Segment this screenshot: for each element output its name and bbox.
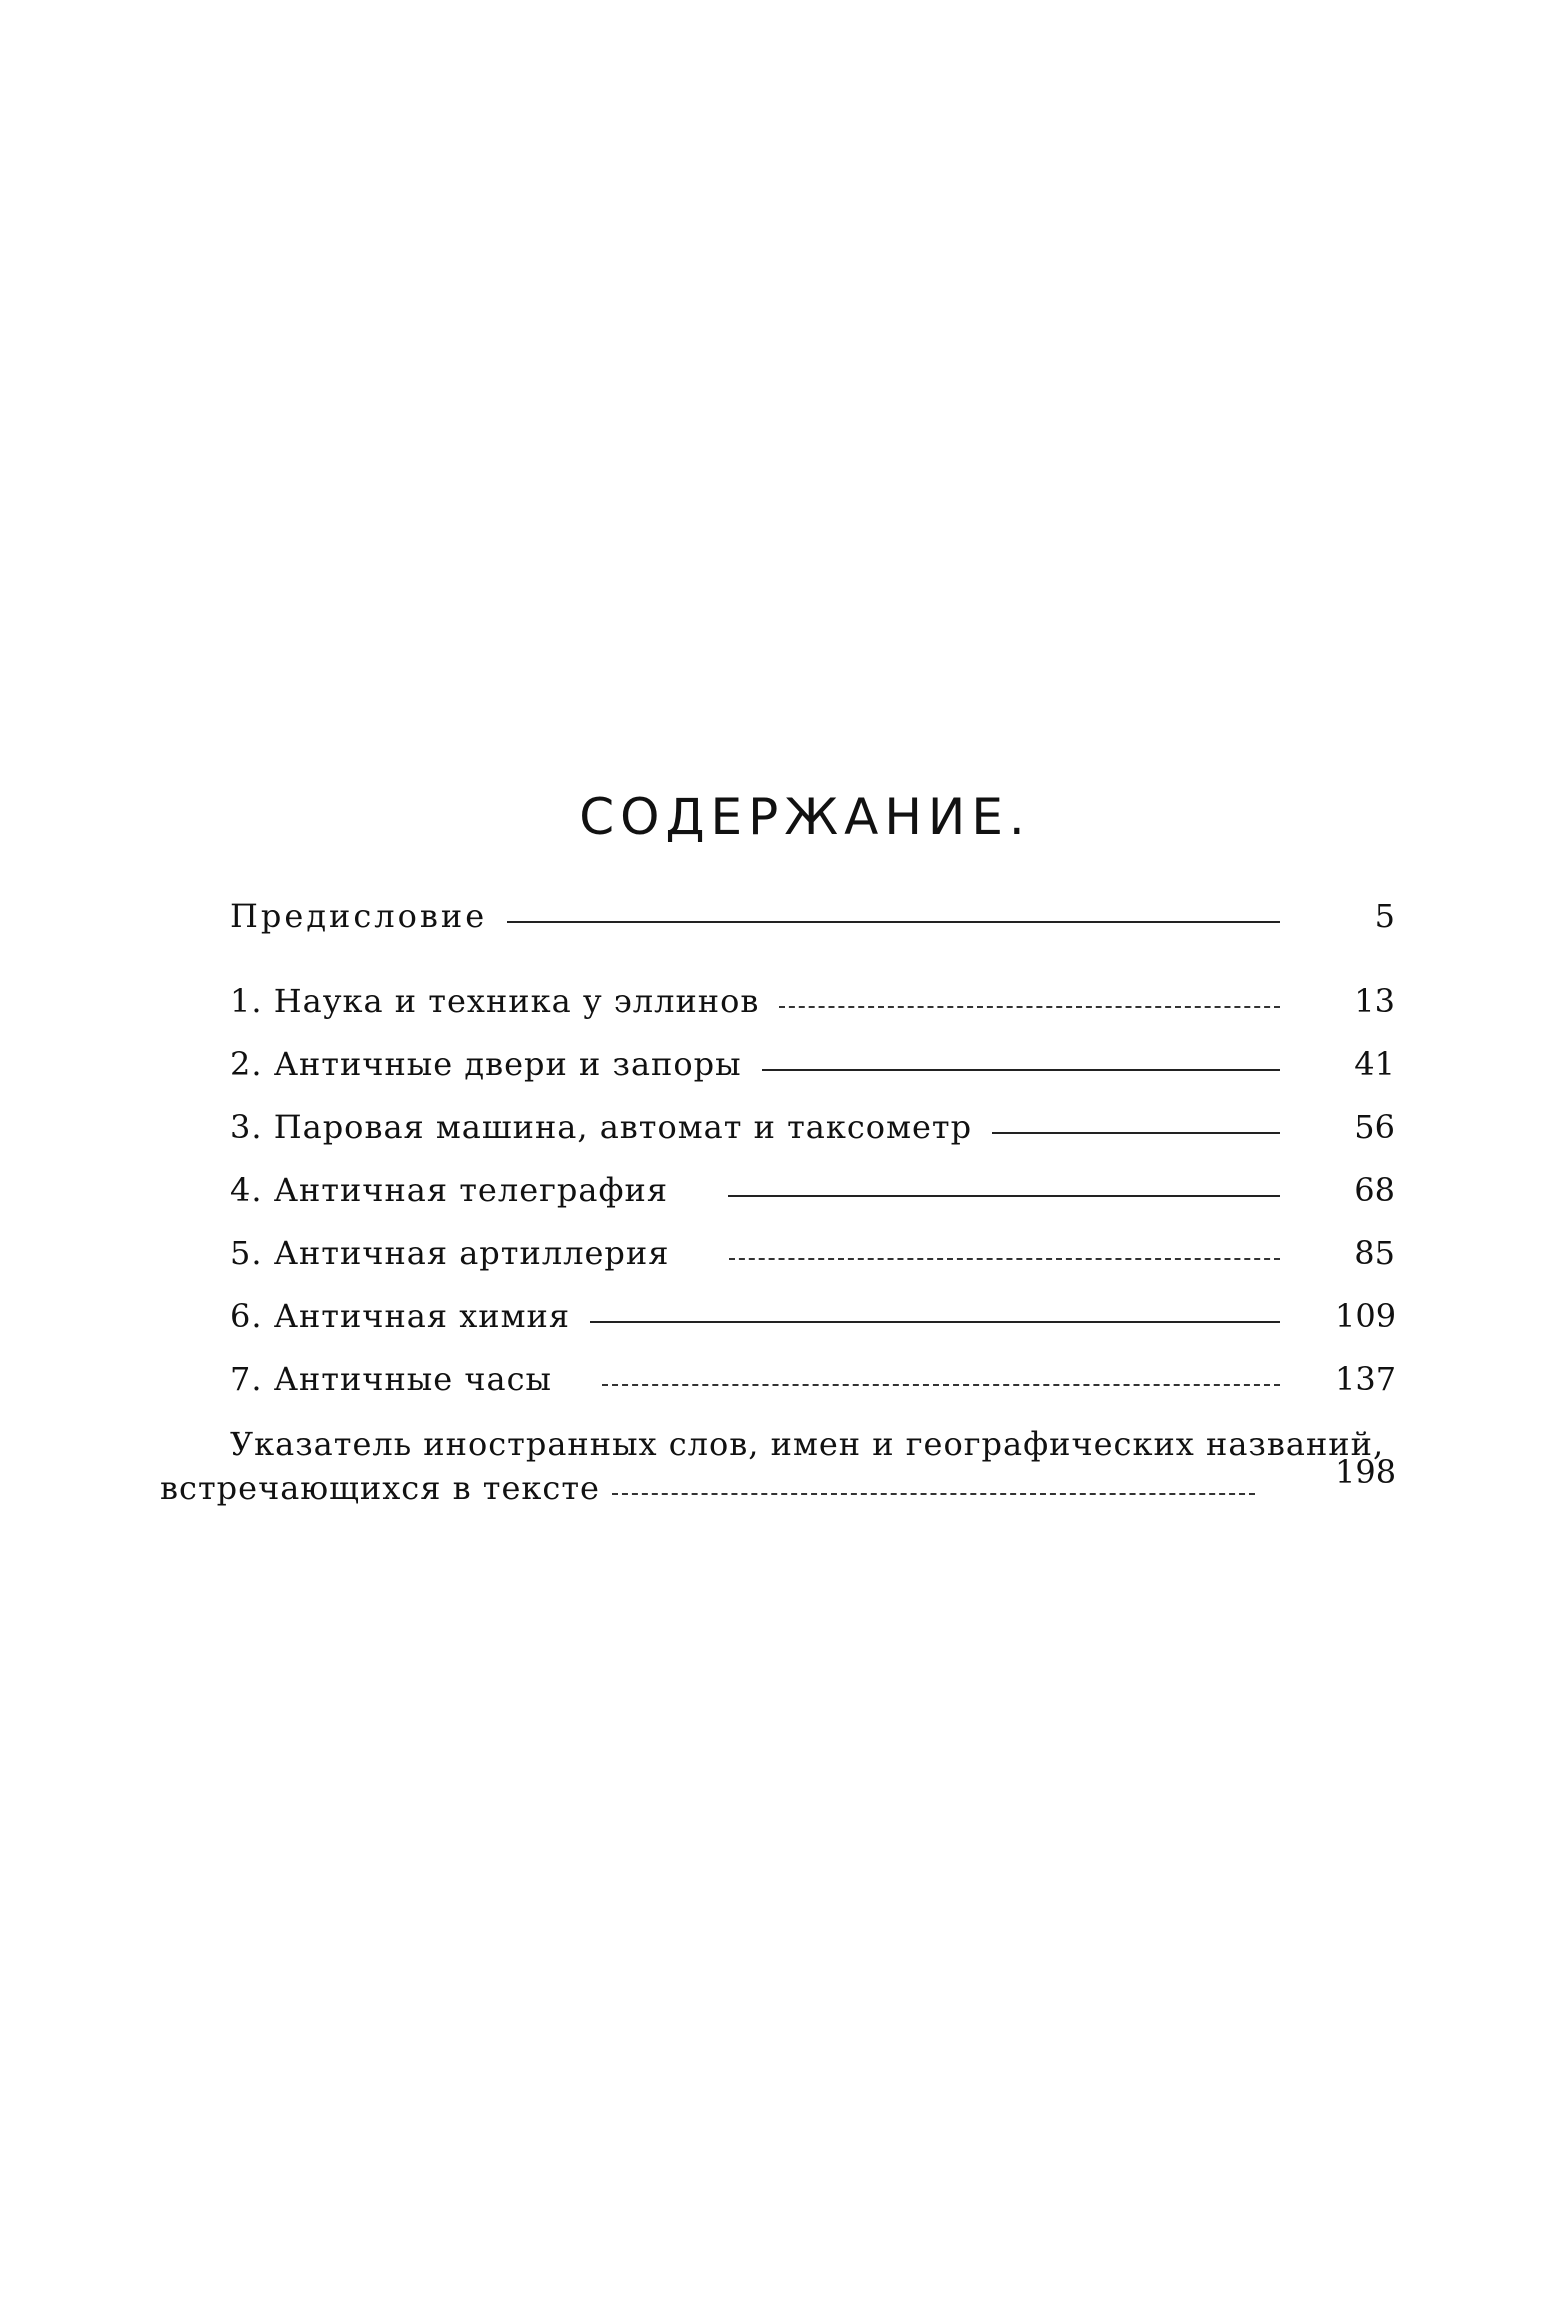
toc-page-number: 56 [1354,1108,1395,1146]
toc-leader-line [992,1132,1280,1134]
toc-page-number: 41 [1354,1045,1395,1083]
toc-leader-line [729,1258,1280,1260]
toc-index-line2 [160,1463,1395,1507]
toc-entry-index[interactable] [160,1425,1395,1507]
toc-leader-line [590,1321,1280,1323]
toc-leader-line [612,1493,1255,1495]
toc-entry-label: 1. Наука и техника у эллинов [230,982,760,1020]
toc-page-number: 109 [1335,1297,1397,1335]
toc-entry-chapter-7[interactable] [230,1348,1395,1398]
toc-entry-chapter-4[interactable] [230,1159,1395,1209]
toc-page-number: 13 [1354,982,1395,1020]
toc-entry-chapter-2[interactable] [230,1033,1395,1083]
toc-leader-line [779,1006,1280,1008]
toc-entry-label: 5. Античная артиллерия [230,1234,670,1272]
toc-page-number: 137 [1335,1360,1397,1398]
toc-index-label-line1: Указатель иностранных слов, имен и географических названий, [230,1425,1385,1463]
toc-page-number: 5 [1374,897,1395,935]
toc-entry-label: 2. Античные двери и запоры [230,1045,742,1083]
toc-page-number: 198 [1335,1453,1397,1491]
toc-entry-label: 4. Античная телеграфия [230,1171,669,1209]
toc-page-number: 68 [1354,1171,1395,1209]
toc-entry-chapter-1[interactable] [230,970,1395,1020]
toc-leader-line [507,921,1280,923]
toc-leader-line [762,1069,1280,1071]
page-title: СОДЕРЖАНИЕ. [579,788,1031,846]
toc-entry-label: 7. Античные часы [230,1360,552,1398]
toc-entry-label: Предисловие [230,897,488,935]
toc-entry-chapter-5[interactable] [230,1222,1395,1272]
toc-entry-chapter-6[interactable] [230,1285,1395,1335]
toc-entry-chapter-3[interactable] [230,1096,1395,1146]
toc-page-number: 85 [1354,1234,1395,1272]
toc-entry-label: 6. Античная химия [230,1297,570,1335]
toc-leader-line [602,1384,1280,1386]
toc-entry-label: 3. Паровая машина, автомат и таксометр [230,1108,973,1146]
toc-index-label-line2: встречающихся в тексте [160,1469,600,1507]
toc-entry-preface[interactable] [230,885,1395,935]
toc-leader-line [728,1195,1280,1197]
